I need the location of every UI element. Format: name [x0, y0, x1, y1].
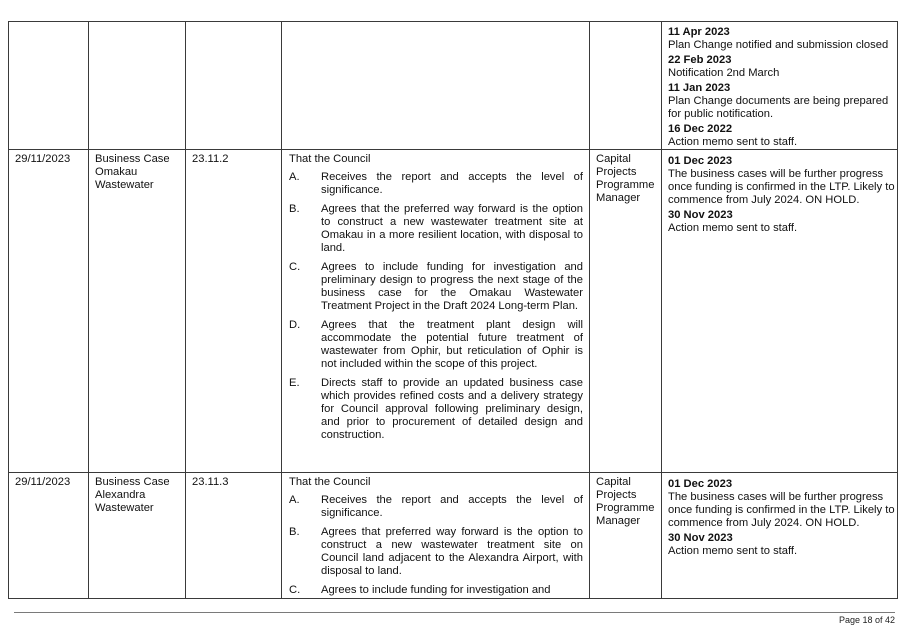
resolution-letter: E. — [289, 377, 300, 389]
resolution-text: Agrees that the treatment plant design will accommodate the potential future treatment of wastewater from Ophir, but reticulation of Ophir is not included within the scope of this project. — [321, 319, 583, 370]
responsible-officer: Capital Projects Programme Manager — [596, 153, 655, 204]
resolution-letter: D. — [289, 319, 301, 331]
update-entry — [668, 26, 895, 52]
item-reference: 23.11.2 — [192, 153, 229, 165]
resolution-letter: C. — [289, 261, 301, 273]
resolution-item — [289, 526, 583, 578]
updates-cell — [668, 26, 895, 148]
resolution-text: Receives the report and accepts the level of significance. — [321, 494, 583, 519]
update-entry — [668, 54, 895, 80]
resolution-letter: A. — [289, 494, 300, 506]
update-text: Action memo sent to staff. — [668, 136, 798, 148]
update-date: 22 Feb 2023 — [668, 54, 732, 66]
update-text: Notification 2nd March — [668, 67, 780, 79]
row-divider — [9, 149, 897, 150]
update-date: 01 Dec 2023 — [668, 478, 733, 490]
resolution-letter: A. — [289, 171, 300, 183]
item-title: Business Case Omakau Wastewater — [95, 153, 170, 191]
meeting-date: 29/11/2023 — [15, 153, 71, 165]
resolution-item — [289, 494, 583, 520]
resolution-item — [289, 319, 583, 371]
update-text: Plan Change notified and submission closed — [668, 39, 889, 51]
resolution-item — [289, 584, 583, 597]
update-entry — [668, 478, 895, 530]
resolution-text: Agrees to include funding for investigation and preliminary design to progress the next stage of the business case for the Omakau Wastewater Treatment Project in the Draft 2024 Long-term Plan. — [321, 261, 583, 312]
item-reference: 23.11.3 — [192, 476, 229, 488]
resolution-intro: That the Council — [289, 153, 371, 165]
resolutions-table — [8, 21, 898, 599]
resolution-text: Directs staff to provide an updated business case which provides refined costs and a delivery strategy for Council approval following preliminary design, and prior to procurement of detailed design and construction. — [321, 377, 583, 441]
update-entry — [668, 155, 895, 207]
update-text: The business cases will be further progress once funding is confirmed in the LTP. Likely to commence from July 2024. ON HOLD. — [668, 491, 895, 529]
resolution-intro: That the Council — [289, 476, 371, 488]
column-divider — [185, 22, 186, 598]
meeting-date: 29/11/2023 — [15, 476, 71, 488]
column-divider — [589, 22, 590, 598]
update-entry — [668, 82, 895, 121]
update-text: Action memo sent to staff. — [668, 545, 798, 557]
resolution-item — [289, 261, 583, 313]
item-title: Business Case Alexandra Wastewater — [95, 476, 170, 514]
resolution-cell — [289, 153, 583, 448]
update-date: 11 Apr 2023 — [668, 26, 730, 38]
updates-cell — [668, 478, 895, 560]
update-date: 16 Dec 2022 — [668, 123, 733, 135]
update-text: The business cases will be further progress once funding is confirmed in the LTP. Likely to commence from July 2024. ON HOLD. — [668, 168, 895, 206]
resolution-text: Agrees that the preferred way forward is the option to construct a new wastewater treatment site at Omakau in a more resilient location, with disposal to land. — [321, 203, 583, 254]
updates-cell — [668, 155, 895, 237]
resolution-item — [289, 203, 583, 255]
column-divider — [661, 22, 662, 598]
column-divider — [88, 22, 89, 598]
page-number: Page 18 of 42 — [838, 615, 895, 625]
row-divider — [9, 472, 897, 473]
resolution-item — [289, 171, 583, 197]
update-entry — [668, 123, 895, 148]
column-divider — [281, 22, 282, 598]
resolution-text: Agrees that preferred way forward is the option to construct a new wastewater treatment site on Council land adjacent to the Alexandra Airport, with disposal to land. — [321, 526, 583, 577]
update-entry — [668, 532, 895, 558]
update-text: Action memo sent to staff. — [668, 222, 798, 234]
update-date: 01 Dec 2023 — [668, 155, 733, 167]
resolution-letter: B. — [289, 526, 300, 538]
update-date: 30 Nov 2023 — [668, 532, 733, 544]
footer-divider — [14, 612, 895, 613]
update-date: 30 Nov 2023 — [668, 209, 733, 221]
responsible-officer: Capital Projects Programme Manager — [596, 476, 655, 527]
resolution-text: Receives the report and accepts the level of significance. — [321, 171, 583, 196]
resolution-letter: B. — [289, 203, 300, 215]
resolution-letter: C. — [289, 584, 301, 596]
resolution-cell — [289, 476, 583, 598]
resolution-text: Agrees to include funding for investigation and — [321, 584, 551, 596]
resolution-item — [289, 377, 583, 442]
update-entry — [668, 209, 895, 235]
update-date: 11 Jan 2023 — [668, 82, 731, 94]
update-text: Plan Change documents are being prepared for public notification. — [668, 95, 889, 120]
